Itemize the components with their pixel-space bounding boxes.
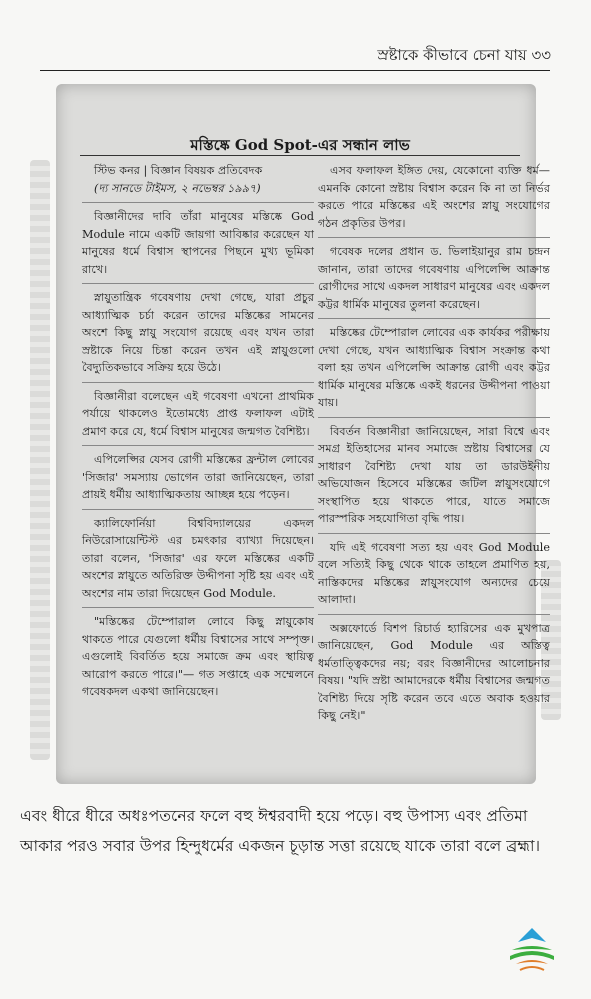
box-column-right (318, 162, 550, 728)
separator (318, 417, 550, 418)
box-torn-edge-left (30, 160, 50, 760)
dateline: (দ্য সানডে টাইমস, ২ নভেম্বর ১৯৯৭) (94, 181, 261, 195)
body-line: আকার পরও সবার উপর হিন্দুধর্মের একজন চূড়ান্ত সত্তা রয়েছে যাকে তারা বলে ব্রহ্মা। (20, 837, 541, 855)
separator (82, 382, 314, 383)
page-number: ৩৩ (531, 46, 551, 64)
paragraph: গবেষক দলের প্রধান ড. ভিলাইয়ানুর রাম চন্দ্রন জানান, তারা তাদের গবেষণায় এপিলেপ্সি আক্রান্ত রোগীদের সাথে একদল সাধারণ মানুষের এবং একদল কট্টর ধার্মিক মানুষের তুলনা করেছেন। (318, 245, 550, 311)
header-rule (40, 70, 550, 71)
paragraph: "মস্তিষ্কের টেম্পোরাল লোবে কিছু স্নায়ুকোষ থাকতে পারে যেগুলো ধর্মীয় বিশ্বাসের সাথে সম্পৃক্ত। এগুলোই বিবর্তিত হয়ে সমাজে ক্রম এবং স্থায়িত্ব আরোপ করতে পারে।"— গত সপ্তাহে এক সম্মেলনে গবেষকদল একথা জানিয়েছেন। (82, 615, 314, 698)
box-column-left (82, 162, 314, 704)
paragraph: যদি এই গবেষণা সত্য হয় এবং God Module বলে সত্যিই কিছু থেকে থাকে তাহলে প্রমাণিত হয়, নাস্তিকদের মস্তিষ্কের স্নায়ুসংযোগ অন্যদের চেয়ে আলাদা। (318, 540, 550, 606)
paragraph: স্নায়ুতান্ত্রিক গবেষণায় দেখা গেছে, যারা প্রচুর আধ্যাত্মিক চর্চা করেন তাদের মস্তিষ্কের সামনের অংশে কিছু স্নায়ু সংযোগ রয়েছে এবং যখন তারা স্রষ্টাকে নিয়ে চিন্তা করেন তখন এই স্নায়ুগুলো বৈদ্যুতিকভাবে সক্রিয় হয়ে উঠে। (82, 291, 314, 374)
running-header (251, 44, 551, 69)
byline: স্টিভ কনর | বিজ্ঞান বিষয়ক প্রতিবেদক (94, 164, 263, 177)
paragraph: ক্যালিফোর্নিয়া বিশ্ববিদ্যালয়ের একদল নিউরোসায়েন্টিস্ট এর চমৎকার ব্যাখ্যা দিয়েছেন। তারা বলেন, 'সিজার' এর ফলে মস্তিষ্কের একটি অংশের স্নায়ুতে অতিরিক্ত উদ্দীপনা সৃষ্টি হয় এবং এই অংশের নাম তারা দিয়েছেন God Module. (82, 516, 314, 600)
box-title: মস্তিষ্কে God Spot-এর সন্ধান লাভ (190, 136, 410, 154)
paragraph: বিজ্ঞানীদের দাবি তাঁরা মানুষের মস্তিষ্কে God Module নামে একটি জায়গা আবিষ্কার করেছেন যা মানুষের ধর্মে বিশ্বাস স্থাপনের পিছনে মুখ্য ভূমিকা রাখে। (82, 210, 314, 276)
paragraph: বিজ্ঞানীরা বলেছেন এই গবেষণা এখনো প্রাথমিক পর্যায়ে থাকলেও ইতোমধ্যে প্রাপ্ত ফলাফল এটাই প্রমাণ করে যে, ধর্মে বিশ্বাস মানুষের জন্মগত বৈশিষ্ট্য। (82, 389, 314, 438)
separator (82, 607, 314, 608)
paragraph: বিবর্তন বিজ্ঞানীরা জানিয়েছেন, সারা বিশ্বে এবং সমগ্র ইতিহাসের মানব সমাজে স্রষ্টায় বিশ্বাসের যে সাধারণ বৈশিষ্ট্য দেখা যায় তা ডারউইনীয় অভিযোজন হিসেবে মস্তিষ্কের জটিল স্নায়ুসংযোগে সংস্থাপিত হয়ে থাকতে পারে, যাতে সমাজে পারস্পরিক সহযোগিতা বৃদ্ধি পায়। (318, 424, 550, 525)
separator (318, 614, 550, 615)
book-leaf-logo-icon (502, 920, 562, 980)
separator (82, 202, 314, 203)
box-title-rule (80, 155, 520, 156)
paragraph: এপিলেপ্সির যেসব রোগী মস্তিষ্কের ফ্রন্টাল লোবের 'সিজার' সমস্যায় ভোগেন তারা জানিয়েছেন, তারা প্রায়ই ধর্মীয় আধ্যাত্মিকতায় আচ্ছন্ন হয়ে পড়েন। (82, 453, 314, 501)
separator (318, 318, 550, 319)
separator (82, 283, 314, 284)
separator (82, 509, 314, 510)
paragraph: মস্তিষ্কের টেম্পোরাল লোবের এক কার্যকর পরীক্ষায় দেখা গেছে, যখন আধ্যাত্মিক বিশ্বাস সংক্রান্ত কথা বলা হয় তখন এপিলেপ্সি আক্রান্ত রোগী এবং কট্টর ধার্মিক মানুষের মস্তিষ্কে একই ধরনের উদ্দীপনা পাওয়া যায়। (318, 326, 550, 409)
paragraph: এসব ফলাফল ইঙ্গিত দেয়, যেকোনো ব্যক্তি ধর্ম—এমনকি কোনো স্রষ্টায় বিশ্বাস করেন কি না তা নির্ভর করতে পারে মস্তিষ্কের এই অংশের স্নায়ু সংযোগের গঠন প্রকৃতির উপর। (318, 164, 550, 230)
body-text (20, 801, 572, 861)
separator (82, 445, 314, 446)
separator (318, 533, 550, 534)
separator (318, 237, 550, 238)
paragraph: অক্সফোর্ডে বিশপ রিচার্ড হ্যারিসের এক মুখপাত্র জানিয়েছেন, God Module এর অস্তিত্ব ধর্মতাত্ত্বিকদের নয়; বরং বিজ্ঞানীদের আলোচনার বিষয়। "যদি স্রষ্টা আমাদেরকে ধর্মীয় বিশ্বাসের জন্মগত বৈশিষ্ট্য দিয়ে সৃষ্টি করেন তবে এতে অবাক হওয়ার কিছু নেই।" (318, 621, 550, 722)
running-title: স্রষ্টাকে কীভাবে চেনা যায় (377, 46, 527, 64)
body-line: এবং ধীরে ধীরে অধঃপতনের ফলে বহু ঈশ্বরবাদী হয়ে পড়ে। বহু উপাস্য এবং প্রতিমা (20, 807, 528, 825)
